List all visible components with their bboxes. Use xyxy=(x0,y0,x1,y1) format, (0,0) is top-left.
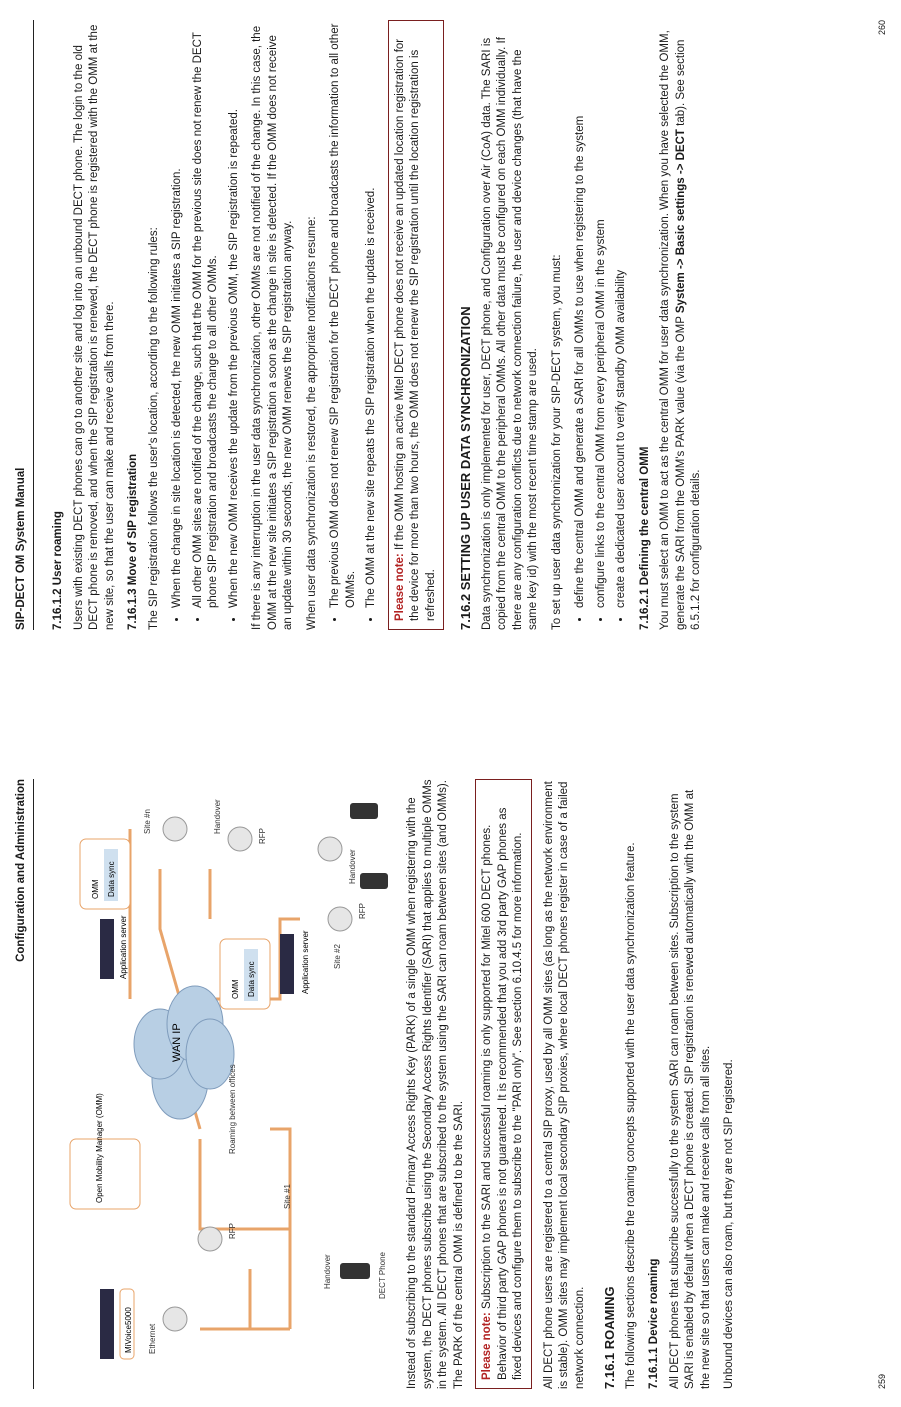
svg-text:Data sync: Data sync xyxy=(107,861,116,897)
page-number: 259 xyxy=(877,1373,887,1389)
restored-intro: When user data synchronization is restored, the appropriate notifications resume: xyxy=(305,216,318,630)
interruption-paragraph: If there is any interruption in the user data synchronization, other OMMs are not notified of the change. In this case, the OMM at the new site initiates a SIP registration a soon as the change in site is detected. If the OMM does not receive an update within 30 seconds, the new OMM renews the SIP registration anyway. xyxy=(251,25,294,630)
page-header: Configuration and Administration xyxy=(15,779,27,962)
header-rule xyxy=(33,20,34,630)
defining-paragraph xyxy=(658,20,705,630)
svg-text:RFP: RFP xyxy=(358,903,367,919)
svg-text:Site #n: Site #n xyxy=(143,809,152,834)
svg-text:WAN IP: WAN IP xyxy=(171,1023,183,1062)
menu-path: System -> Basic settings -> DECT xyxy=(674,129,687,314)
rfp-icon xyxy=(163,1307,187,1331)
svg-text:Handover: Handover xyxy=(348,849,357,884)
page-259 xyxy=(0,779,901,1389)
dect-phone-icon xyxy=(340,1263,370,1279)
rfp-icon xyxy=(228,827,252,851)
rfp-icon xyxy=(318,837,342,861)
user-roaming-paragraph: Users with existing DECT phones can go to another site and log into an unbound DECT phone. The login to the old DECT phone is removed, and when the SIP registration is renewed, the DECT phone is registered with the OMM at the new site, so that the user can make and receive calls from there. xyxy=(72,24,116,630)
subsection-heading: 7.16.1.2 User roaming xyxy=(52,511,64,630)
device-roaming-paragraph: All DECT phones that subscribe successfully to the system SARI can roam between sites. Subscription to the system SARI is enabled by default when a DECT phone is created. SIP registration is renewed automatically with the OMM at the new site so that users can make and receive calls from all sites. xyxy=(668,789,712,1389)
svg-text:Site #2: Site #2 xyxy=(333,944,342,969)
restored-list xyxy=(328,20,380,630)
dect-phone-icon xyxy=(350,803,378,819)
svg-text:OMM: OMM xyxy=(91,879,100,899)
rfp-icon xyxy=(163,817,187,841)
app-server-icon xyxy=(100,919,114,979)
rfp-icon xyxy=(198,1227,222,1251)
page-header: SIP-DECT OM System Manual xyxy=(15,467,27,630)
section-heading: 7.16.1 ROAMING xyxy=(602,1286,617,1389)
list-item: • create a dedicated user account to verify standby OMM availability xyxy=(614,20,630,608)
subsection-heading: 7.16.2.1 Defining the central OMM xyxy=(638,446,651,630)
list-item: • define the central OMM and generate a SARI for all OMMs to use when registering to the system xyxy=(573,20,589,608)
list-item: • All other OMM sites are notified of the change, such that the OMM for the previous site does not renew the DECT phone SIP registration and broadcasts the change to all other OMMs. xyxy=(191,20,222,608)
note-label: Please note: xyxy=(481,1312,493,1380)
page-body xyxy=(45,20,713,630)
note-box xyxy=(475,779,532,1389)
svg-text:OMM: OMM xyxy=(231,979,240,999)
subsection-heading: 7.16.1.1 Device roaming xyxy=(648,1258,660,1389)
subsection-heading: 7.16.1.3 Move of SIP registration xyxy=(127,453,139,630)
svg-text:Handover: Handover xyxy=(323,1254,332,1289)
svg-text:DECT Phone: DECT Phone xyxy=(378,1252,387,1299)
header-rule xyxy=(33,779,34,1389)
page-number: 260 xyxy=(877,20,887,36)
rfp-icon xyxy=(328,907,352,931)
defining-text-pre: You must select an OMM to act as the central OMM for user data synchronization. When you have selected the OMM, generate the SARI from the OMM's PARK value (via the OMP xyxy=(659,30,687,630)
page-260 xyxy=(0,20,901,630)
mivoice-server-icon xyxy=(100,1289,114,1359)
sync-setup-list xyxy=(573,20,630,630)
roaming-diagram xyxy=(40,779,392,1389)
move-sip-list xyxy=(170,20,242,630)
svg-text:Application server: Application server xyxy=(301,930,310,994)
list-item: • configure links to the central OMM from every peripheral OMM in the system xyxy=(594,20,610,608)
note-label: Please note: xyxy=(393,553,406,621)
sync-setup-intro: To set up user data synchronization for your SIP-DECT system, you must: xyxy=(550,254,563,630)
svg-text:Ethernet: Ethernet xyxy=(148,1323,157,1354)
defining-text-post: tab). See section 6.5.1.2 for configuration details. xyxy=(674,39,702,630)
svg-text:Site #1: Site #1 xyxy=(283,1184,292,1209)
note-text: If the OMM hosting an active Mitel DECT phone does not receive an updated location registration for the device for more than two hours, the OMM does not renew the SIP registration until the location registration is refreshed. xyxy=(393,38,437,621)
note-text: Subscription to the SARI and successful roaming is only supported for Mitel 600 DECT phones. Behavior of third party GAP phones is not guaranteed. It is recommended that you add 3rd party GAP phones as fixed devices and configure them to subscribe to the "PARI only". See section 6.10.4.5 for more information. xyxy=(481,807,524,1380)
svg-text:Application server: Application server xyxy=(119,915,128,979)
list-item: • The OMM at the new site repeats the SIP registration when the update is received. xyxy=(364,20,380,608)
list-item: • The previous OMM does not renew SIP registration for the DECT phone and broadcasts the information to all other OMMs. xyxy=(328,20,359,608)
unbound-paragraph: Unbound devices can also roam, but they are not SIP registered. xyxy=(723,1059,735,1389)
roaming-intro: The following sections describe the roaming concepts supported with the user data synchronization feature. xyxy=(624,842,637,1389)
omm-manager-box xyxy=(70,1139,140,1209)
svg-text:Handover: Handover xyxy=(213,799,222,834)
page-body xyxy=(405,779,746,1389)
svg-text:Data sync: Data sync xyxy=(247,961,256,997)
list-item: • When the new OMM receives the update from the previous OMM, the SIP registration is repeated. xyxy=(227,20,243,608)
dect-phone-icon xyxy=(360,873,388,889)
move-sip-intro: The SIP registration follows the user's location, according to the following rules: xyxy=(147,227,160,630)
proxy-paragraph: All DECT phone users are registered to a central SIP proxy, used by all OMM sites (as long as the network environment is stable). OMM sites may implement local secondary SIP proxies, where local DECT phones register in case of a failed network connection. xyxy=(542,781,586,1389)
svg-text:RFP: RFP xyxy=(228,1223,237,1239)
svg-text:Roaming between offices: Roaming between offices xyxy=(228,1064,237,1154)
svg-text:MiVoice5000: MiVoice5000 xyxy=(124,1307,133,1353)
svg-text:RFP: RFP xyxy=(258,828,267,844)
app-server-2-icon xyxy=(280,934,294,994)
intro-paragraph: Instead of subscribing to the standard Primary Access Rights Key (PARK) of a single OMM when registering with the system, the DECT phones subscribe using the Secondary Access Rights Identifier (SARI) that applies to multiple OMMs in the system. All DECT phones that are subscribed to the system using the SARI can roam between sites (and OMMs). The PARK of the central OMM is defined to be the SARI. xyxy=(406,779,465,1389)
section-heading: 7.16.2 SETTING UP USER DATA SYNCHRONIZATION xyxy=(458,306,473,630)
sync-paragraph: Data synchronization is only implemented for user, DECT phone, and Configuration over Air (CoA) data. The SARI is copied from the central OMM to the peripheral OMMs. All other data must be configured on each OMM individually. If there are any configuration conflicts due to network connection failure, the user and device changes (that have the same key id) with the most recent time stamp are used. xyxy=(480,37,539,630)
note-box xyxy=(388,20,445,630)
svg-text:Open Mobility Manager (OMM): Open Mobility Manager (OMM) xyxy=(95,1093,104,1203)
list-item: • When the change in site location is detected, the new OMM initiates a SIP registration. xyxy=(170,20,186,608)
